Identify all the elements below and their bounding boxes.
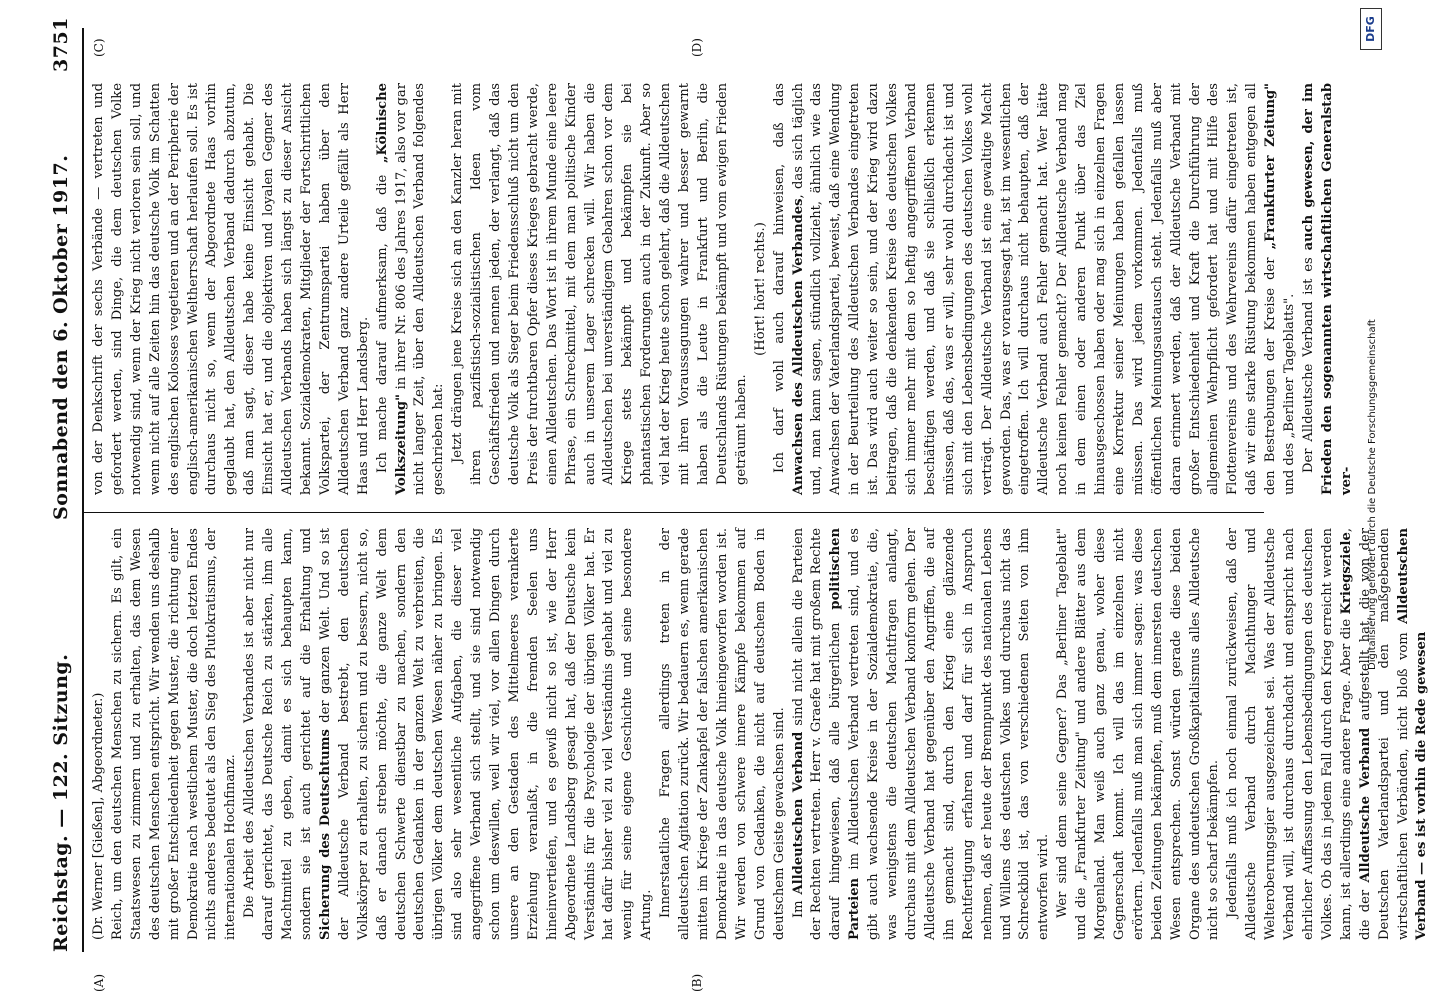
paragraph: Innerstaatliche Fragen allerdings treten in der alldeutschen Agitation zurück. Wir bedauern es, wenn gerade mitten im Kriege der Zankapfel der falschen amerikanischen Demokratie in das deutsche Volk hineingeworfen worden ist. Wir werden von schwere innere Kämpfe bekommen auf Grund von Gedanken, die nicht auf deutschem Boden in deutschem Geiste gewachsen sind. [658,528,787,940]
page-number: 3751 [50,17,72,72]
paragraph: Ich darf wohl auch darauf hinweisen, daß das Anwachsen des Alldeutschen Verbandes, das sich täglich und, man kann sagen, stündlich vollzieht, ähnlich wie das Anwachsen der Vaterlandspartei, beweist, daß eine Wendung in der Beurteilung des Alldeutschen Verbandes eingetreten ist. Das wird auch weiter so sein, und der Krieg wird dazu beitragen, daß die denkenden Kreise des deutschen Volkes sich immer mehr mit dem so heftig angegriffenen Verband beschäftigen werden, und daß sie schließlich erkennen müssen, daß das, was er will, sehr wohl durchdacht ist und sich mit den Lebensbedingungen des deutschen Volkes wohl verträgt. Der Alldeutsche Verband ist eine gewaltige Macht geworden. Das, was er vorausgesagt hat, ist im wesentlichen eingetroffen. Ich will durchaus nicht behaupten, daß der Alldeutsche Verband auch Fehler gemacht hat. Wer hätte noch keinen Fehler gemacht? Der Alldeutsche Verband mag in dem einen oder anderen Punkt über das Ziel hinausgeschossen haben oder mag sich in einzelnen Fragen eine Korrektur seiner Meinungen haben gefallen lassen müssen. Das wird jedem vorkommen. Jedenfalls muß öffentlichen Meinungsaustausch steht. Jedenfalls muß aber daran erinnert werden, daß der Alldeutsche Verband mit großer Entschiedenheit und Kraft die Durchführung der allgemeinen Wehrpflicht gefordert hat und mit Hilfe des Flottenvereins und des Wehrvereins dafür eingetreten ist, daß wir eine starke Rüstung bekommen haben entgegen all den Bestrebungen der Kreise der „Frankfurter Zeitung" und des „Berliner Tageblatts". [771,83,1298,495]
running-header-left: Reichstag. — 122. Sitzung. [50,653,72,952]
margin-mark-c: (C) [92,38,106,57]
header-rule [82,28,84,952]
margin-mark-d: (D) [690,38,704,57]
column-divider [84,512,1264,513]
paragraph: Wer sind denn seine Gegner? Das „Berliner Tageblatt" und die „Frankfurter Zeitung" und andere Blätter aus dem Morgenland. Man weiß auch ganz genau, woher diese Gegnerschaft kommt. Ich will das im einzelnen nicht erörtern. Jedenfalls muß man sich immer sagen: was diese beiden Zeitungen bekämpfen, muß dem innersten deutschen Wesen entsprechen. Sonst würden gerade diese beiden Organe des undeutschen Großkapitalismus alles Alldeutsche nicht so scharf bekämpfen. [1055,528,1222,940]
paragraph: Ich mache darauf aufmerksam, daß die „Kölnische Volkszeitung" in ihrer Nr. 806 des Jahres 1917, also vor gar nicht langer Zeit, über den Alldeutschen Verband folgendes geschrieben hat: [374,83,447,495]
quotation: Jetzt drängen jene Kreise sich an den Kanzler heran mit ihren pazifistisch-sozialistischen Ideen vom Geschäftsfrieden und nennen jeden, der verlangt, daß das deutsche Volk als Sieger beim Friedensschluß nicht um den Preis der furchtbaren Opfer dieses Krieges gebracht werde, einen Alldeutschen. Das Wort ist in ihrem Munde eine leere Phrase, ein Schreckmittel, mit dem man politische Kinder auch in unserem Lager schrecken will. Wir haben die Alldeutschen bei unverständigem Gebahren schon vor dem Kriege stets bekämpft und bekämpfen sie bei phantastischen Forderungen auch in der Zukunft. Aber so viel hat der Krieg heute schon gelehrt, daß die Alldeutschen mit ihren Voraussagungen wahrer und besser gewarnt haben als die Leute in Frankfurt und Berlin, die Deutschlands Rüstungen bekämpft und vom ewigen Frieden geträumt haben. [450,83,749,485]
speaker-note: (Dr. Werner [Gießen], Abgeordneter.) [91,692,106,940]
right-text-column [90,83,1357,495]
paragraph: Jedenfalls muß ich noch einmal zurückweisen, daß der Alldeutsche Verband durch Machthunger und Welteroberungsgier ausgezeichnet sei. Was der Alldeutsche Verband will, ist durchaus durchdacht und entspricht nach ehrlicher Auffassung den Lebensbedingungen des deutschen Volkes. Ob das in jedem Fall durch den Krieg erreicht werden kann, ist allerdings eine andere Frage. Aber die Kriegsziele, die der Alldeutsche Verband aufgestellt hat, die von der Deutschen Vaterlandspartei und den maßgebenden wirtschaftlichen Verbänden, nicht bloß vom Alldeutschen Verband — es ist vorhin die Rede gewesen [1225,528,1430,940]
paragraph: Im Alldeutschen Verband sind nicht allein die Parteien der Rechten vertreten. Herr v. Graefe hat mit großem Rechte darauf hingewiesen, daß alle bürgerlichen politischen Parteien im Alldeutschen Verband vertreten sind, und es gibt auch wachsende Kreise in der Sozialdemokratie, die, was wenigstens die deutschen Machtfragen anlangt, durchaus mit dem Alldeutschen Verband konform gehen. Der Alldeutsche Verband hat gegenüber den Angriffen, die auf ihn gemacht sind, durch den Krieg eine glänzende Rechtfertigung erfahren und darf für sich in Anspruch nehmen, daß er heute der Brennpunkt des nationalen Lebens und Willens des deutschen Volkes und durchaus nicht das Schreckbild ist, das von verschiedenen Seiten von ihm entworfen wird. [790,528,1052,940]
digitization-footer: Digitalisierung gefördert durch die Deutsche Forschungsgemeinschaft [1367,319,1378,670]
running-header-date: Sonnabend den 6. Oktober 1917. [50,154,72,520]
margin-mark-b: (B) [690,973,704,992]
left-text-column [90,528,1432,940]
paragraph: von der Denkschrift der sechs Verbände — vertreten und gefordert werden, sind Dinge, die dem deutschen Volke notwendig sind, wenn der Krieg nicht verloren sein soll, und wenn nicht auf alle Zeiten hin das deutsche Volk im Schatten des englischen Kolosses vegetieren und an der Peripherie der englisch-amerikanischen Weltherrschaft herlaufen soll. Es ist durchaus nicht so, wenn der Abgeordnete Haas vorhin geglaubt hat, den Alldeutschen Verband dadurch abzutun, daß man sagt, dieser habe keine Einsicht gehabt. Die Einsicht hat er, und die objektiven und loyalen Gegner des Alldeutschen Verbands haben sich längst zu dieser Ansicht bekannt. Sozialdemokraten, Mitglieder der Fortschrittlichen Volkspartei, der Zentrumspartei haben über den Alldeutschen Verband ganz andere Urteile gefällt als Herr Haas und Herr Landsberg. [91,83,371,495]
margin-mark-a: (A) [92,973,106,992]
paragraph: Die Arbeit des Alldeutschen Verbandes ist aber nicht nur darauf gerichtet, das Deutsche Reich zu stärken, ihm alle Machtmittel zu geben, damit es sich behaupten kann, sondern sie ist auch gerichtet auf die Erhaltung und Sicherung des Deutschtums der ganzen Welt. Und so ist der Alldeutsche Verband bestrebt, den deutschen Volkskörper zu erhalten, zu sichern und zu bessern, nicht so, daß er danach streben möchte, die ganze Welt dem deutschen Schwerte dienstbar zu machen, sondern den deutschen Gedanken in der ganzen Welt zu verbreiten, die übrigen Völker dem deutschen Wesen näher zu bringen. Es sind also sehr wesentliche Aufgaben, die dieser viel angegriffene Verband sich stellt, und sie sind notwendig schon um deswillen, weil wir viel, vor allen Dingen durch unsere an den Gestaden des Mittelmeeres verankerte Erziehung veranlaßt, in die fremden Seelen uns hineinvertiefen, und es gewiß nicht so ist, wie der Herr Abgeordnete Landsberg gesagt hat, daß der Deutsche kein Verständnis für die Psychologie der übrigen Völker hat. Er hat dafür bisher viel zu viel Verständnis gehabt und viel zu wenig für seine eigene Geschichte und seine besondere Artung. [242,527,655,940]
dfg-logo: DFG [1360,8,1382,50]
paragraph: Der Alldeutsche Verband ist es auch gewesen, der im Frieden den sogenannten wirtschaftlichen Generalstab ver- [1301,83,1354,495]
interjection: (Hört! hört! rechts.) [752,222,768,356]
paragraph: Reich, um den deutschen Menschen zu sichern. Es gilt, ein Staatswesen zu zimmern und zu erhalten, das dem Wesen des deutschen Menschen entspricht. Wir wenden uns deshalb mit großer Entschiedenheit gegen Muster, die richtung einer Demokratie nach westlichem Muster, die doch letzten Endes nichts anderes bedeutet als den Sieg des Plutokratismus, der internationalen Hochfinanz. [109,528,239,940]
